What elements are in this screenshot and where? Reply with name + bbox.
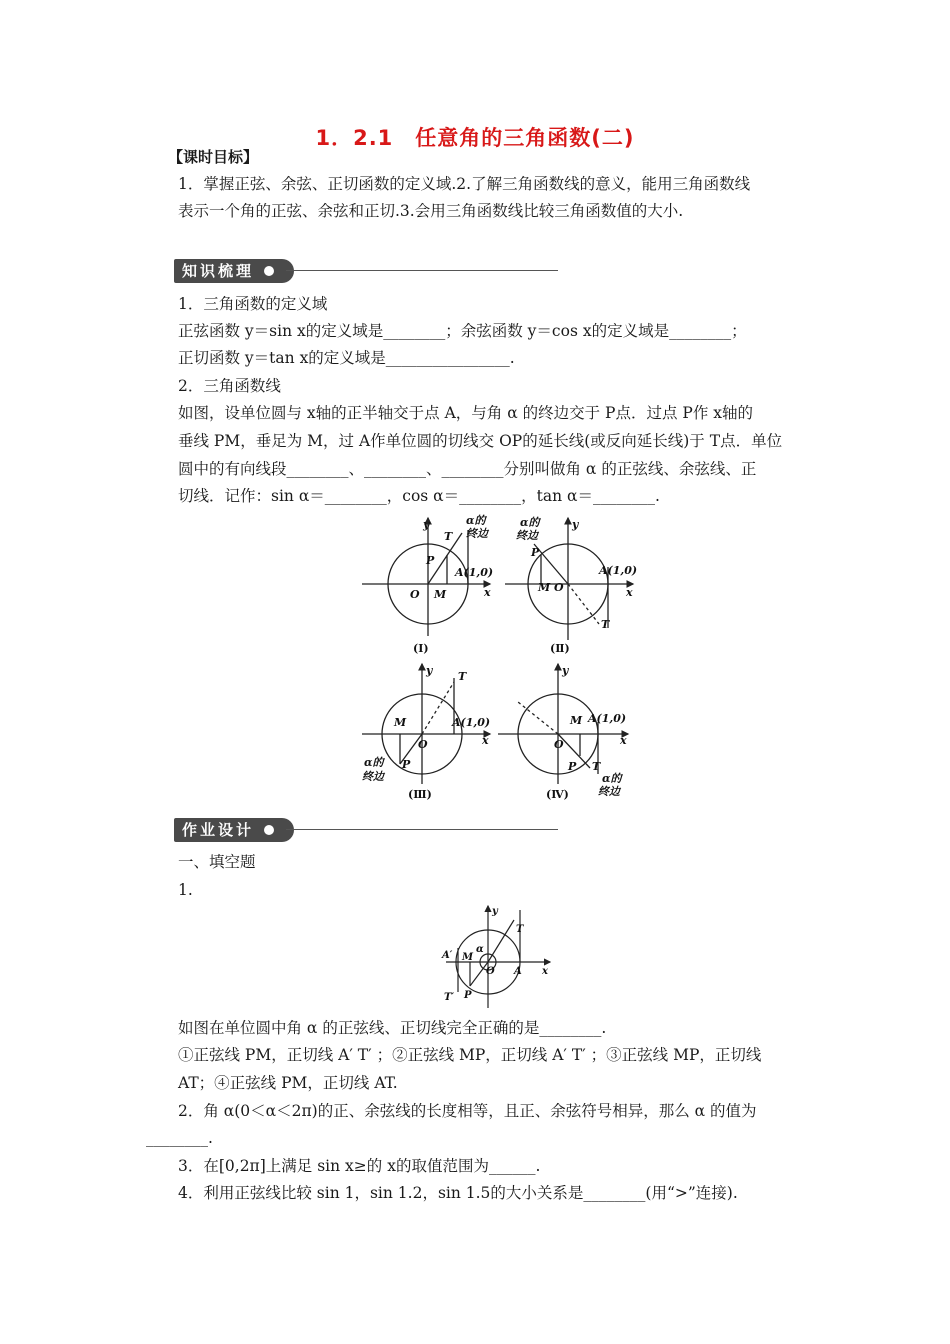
q1-label-x: x bbox=[542, 966, 548, 977]
label-A-2: A(1,0) bbox=[599, 564, 638, 577]
s1-line-6: 垂线 PM，垂足为 M，过 A作单位圆的切线交 OP的延长线(或反向延长线)于 T点．单位 bbox=[178, 432, 783, 450]
terminal-side-3b: 终边 bbox=[362, 770, 384, 783]
terminal-side-4b: 终边 bbox=[598, 785, 620, 798]
s1-line-4: 2．三角函数线 bbox=[178, 377, 281, 395]
q3-text: 3．在[0,2π]上满足 sin x≥的 x的取值范围为______. bbox=[178, 1157, 541, 1175]
terminal-side-2a: α的 bbox=[520, 516, 540, 529]
banner-rule bbox=[286, 829, 558, 830]
q1-options-2: AT；④正弦线 PM，正切线 AT. bbox=[178, 1074, 398, 1092]
label-M-4: M bbox=[570, 714, 583, 727]
terminal-side-4a: α的 bbox=[602, 772, 622, 785]
s2-line-1: 一、填空题 bbox=[178, 853, 256, 871]
s1-line-3: 正切函数 y＝tan x的定义域是________________. bbox=[178, 349, 515, 367]
objectives-label: 【课时目标】 bbox=[168, 148, 259, 166]
caption-3: (Ⅲ) bbox=[408, 788, 432, 801]
q1-label-O: O bbox=[486, 966, 495, 977]
label-P-2: P bbox=[531, 546, 540, 559]
s1-line-8: 切线．记作：sin α＝________，cos α＝________，tan α＝________. bbox=[178, 487, 660, 505]
section-banner-homework bbox=[174, 818, 294, 842]
section-banner-knowledge bbox=[174, 259, 294, 283]
banner-label: 知识梳理 bbox=[182, 262, 255, 280]
label-T-2: T bbox=[601, 618, 610, 631]
label-P-4: P bbox=[568, 760, 577, 773]
label-y-2: y bbox=[572, 518, 579, 531]
terminal-side-2b: 终边 bbox=[516, 529, 538, 542]
page-title: 1．2.1 任意角的三角函数(二) bbox=[315, 126, 635, 150]
label-O-2: O bbox=[554, 581, 564, 594]
label-A-4: A(1,0) bbox=[588, 712, 627, 725]
banner-rule bbox=[286, 270, 558, 271]
q1-label-alpha: α bbox=[476, 944, 484, 955]
label-x-1: x bbox=[484, 586, 491, 599]
q1-text: 如图在单位圆中角 α 的正弦线、正切线完全正确的是________. bbox=[178, 1019, 607, 1037]
q1-label-y: y bbox=[492, 906, 498, 917]
label-T-1: T bbox=[444, 530, 453, 543]
label-y-3: y bbox=[426, 664, 433, 677]
q1-label-A: A bbox=[514, 966, 522, 977]
label-M-1: M bbox=[434, 588, 447, 601]
label-x-3: x bbox=[482, 734, 489, 747]
label-O-4: O bbox=[554, 738, 564, 751]
q1-figure bbox=[440, 902, 560, 1012]
objective-line-2: 表示一个角的正弦、余弦和正切.3.会用三角函数线比较三角函数值的大小. bbox=[178, 202, 684, 220]
label-P-1: P bbox=[426, 554, 435, 567]
s1-line-2: 正弦函数 y＝sin x的定义域是________；余弦函数 y＝cos x的定义域是________； bbox=[178, 322, 747, 340]
label-M-2: M bbox=[538, 581, 551, 594]
label-M-3: M bbox=[394, 716, 407, 729]
s1-line-1: 1．三角函数的定义域 bbox=[178, 295, 328, 313]
unit-circle-figures bbox=[358, 512, 648, 802]
s1-line-7: 圆中的有向线段________、________、________分别叫做角 α 的正弦线、余弦线、正 bbox=[178, 460, 757, 478]
s2-line-2: 1. bbox=[178, 881, 193, 899]
objective-line-1: 1．掌握正弦、余弦、正切函数的定义域.2.了解三角函数线的意义，能用三角函数线 bbox=[178, 175, 751, 193]
label-T-4: T bbox=[592, 760, 601, 773]
bullet-icon bbox=[264, 825, 274, 835]
s1-line-5: 如图，设单位圆与 x轴的正半轴交于点 A，与角 α 的终边交于 P点．过点 P作 x轴的 bbox=[178, 404, 753, 422]
q1-label-A1: A′ bbox=[442, 950, 453, 961]
q1-label-T1: T′ bbox=[444, 992, 455, 1003]
q2-blank: ________. bbox=[146, 1129, 213, 1147]
q1-label-T: T bbox=[516, 924, 524, 935]
q1-label-P: P bbox=[464, 990, 472, 1001]
label-T-3: T bbox=[458, 670, 467, 683]
terminal-side-3a: α的 bbox=[364, 756, 384, 769]
label-A-3: A(1,0) bbox=[452, 716, 491, 729]
bullet-icon bbox=[264, 266, 274, 276]
caption-2: (Ⅱ) bbox=[550, 642, 570, 655]
caption-1: (Ⅰ) bbox=[413, 642, 429, 655]
q1-options-1: ①正弦线 PM，正切线 A′ T′ ；②正弦线 MP，正切线 A′ T′ ；③正弦线 MP，正切线 bbox=[178, 1046, 762, 1064]
banner-label: 作业设计 bbox=[182, 821, 255, 839]
terminal-side-1a: α的 bbox=[466, 514, 486, 527]
label-x-2: x bbox=[626, 586, 633, 599]
label-x-4: x bbox=[620, 734, 627, 747]
label-O-1: O bbox=[410, 588, 420, 601]
label-A-1: A(1,0) bbox=[455, 566, 494, 579]
q4-text: 4．利用正弦线比较 sin 1，sin 1.2，sin 1.5的大小关系是________(用“>”连接). bbox=[178, 1184, 738, 1202]
label-O-3: O bbox=[418, 738, 428, 751]
terminal-side-1b: 终边 bbox=[466, 527, 488, 540]
label-P-3: P bbox=[402, 758, 411, 771]
label-y-1: y bbox=[423, 518, 430, 531]
q2-text: 2．角 α(0＜α＜2π)的正、余弦线的长度相等，且正、余弦符号相异，那么 α 的值为 bbox=[178, 1102, 757, 1120]
label-y-4: y bbox=[562, 664, 569, 677]
q1-label-M: M bbox=[462, 952, 474, 963]
caption-4: (Ⅳ) bbox=[546, 788, 569, 801]
